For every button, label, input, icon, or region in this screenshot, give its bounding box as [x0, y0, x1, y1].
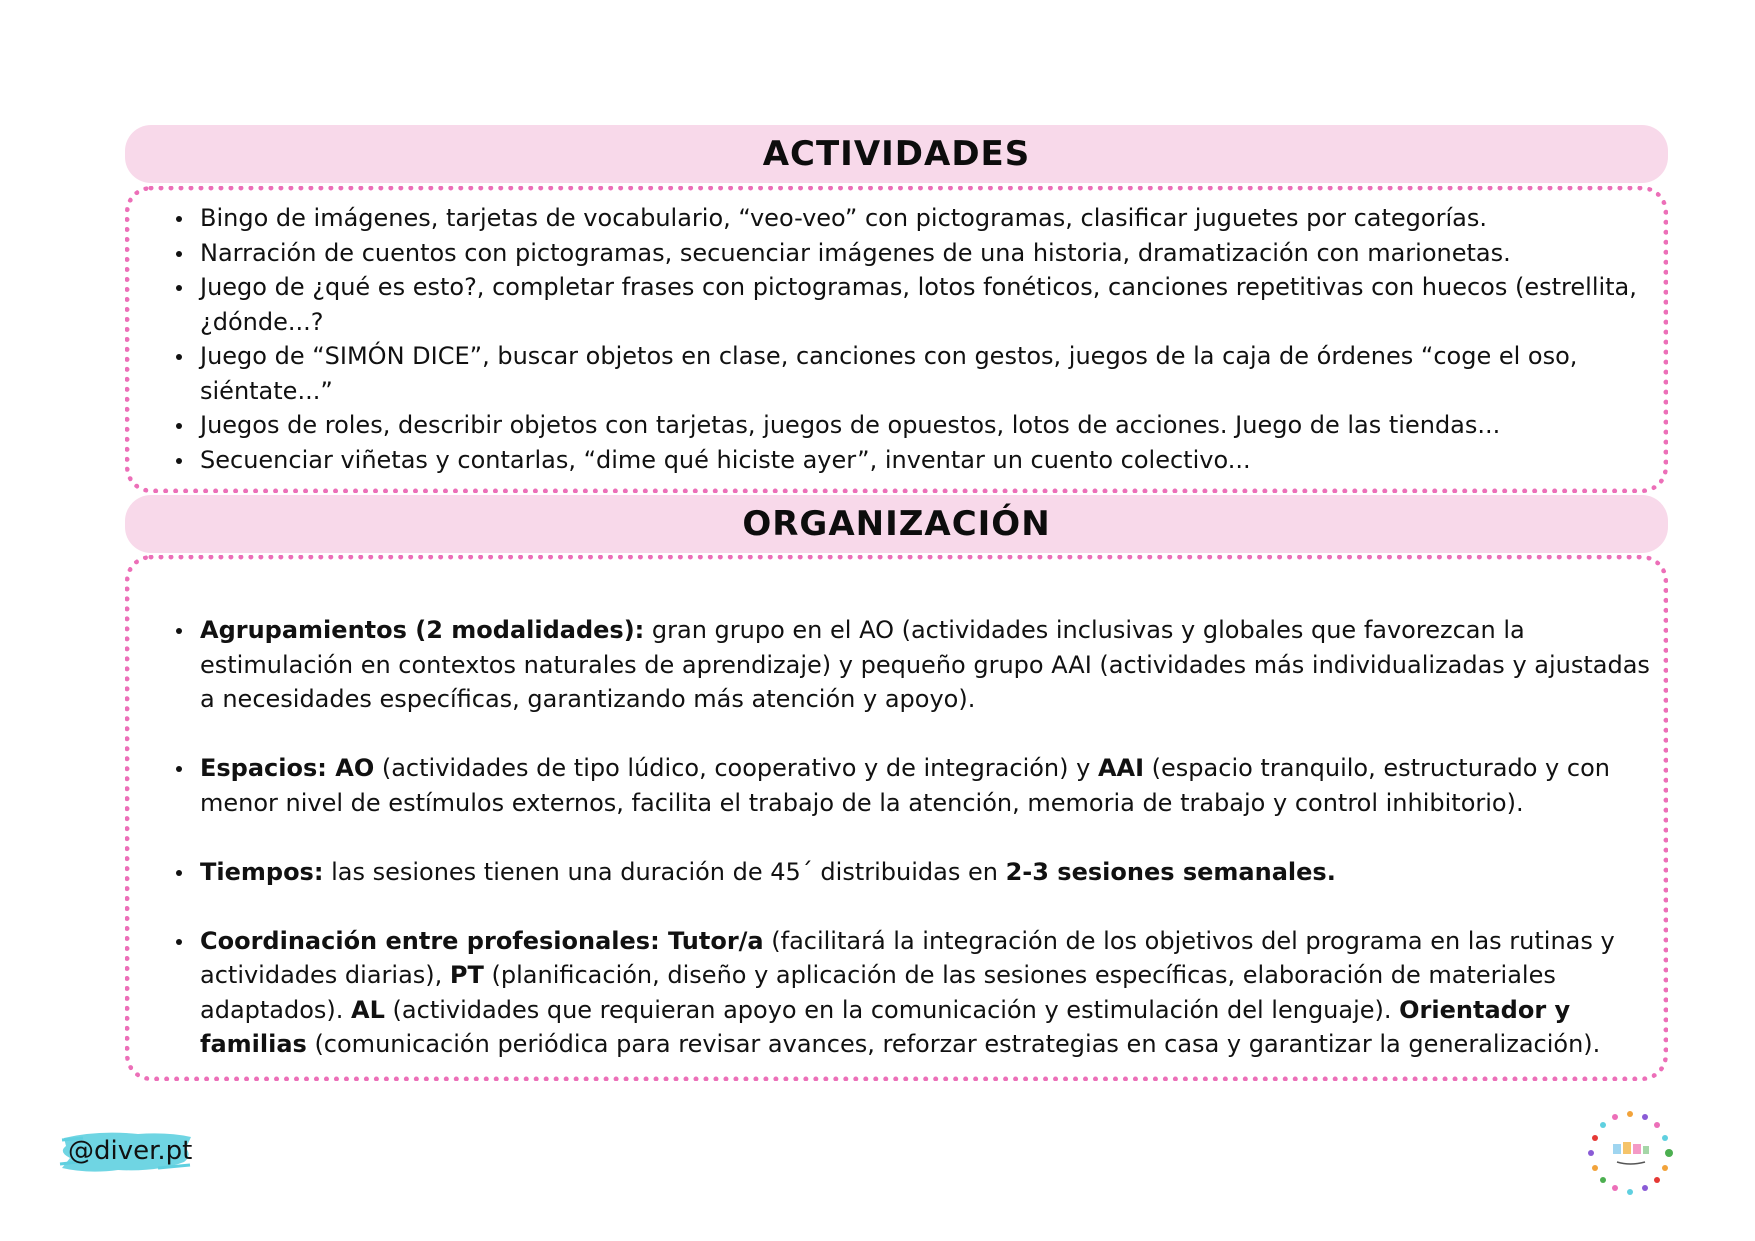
coordinacion-pt: PT: [449, 961, 484, 989]
coordinacion-al: AL: [351, 995, 385, 1024]
list-item: Juegos de roles, describir objetos con tarjetas, juegos de opuestos, lotos de acciones. Juego de las tiendas...: [200, 408, 1643, 443]
espacios-text-2: (espacio tranquilo, estructurado y con menor nivel de estímulos externos, facilita el trabajo de la atención, memoria de trabajo y control inhibitorio).: [200, 754, 1610, 817]
tiempos-label: Tiempos:: [200, 857, 324, 886]
organizacion-title: ORGANIZACIÓN: [742, 504, 1051, 544]
organizacion-box: [125, 555, 1668, 1081]
espacios-label: Espacios:: [200, 754, 327, 782]
list-item: Bingo de imágenes, tarjetas de vocabulario, “veo-veo” con pictogramas, clasificar juguetes por categorías.: [200, 201, 1643, 236]
espacios-item: [200, 751, 1659, 820]
actividades-title: ACTIVIDADES: [762, 134, 1031, 174]
actividades-list: [130, 191, 1663, 477]
agrupamientos-label: Agrupamientos (2 modalidades):: [200, 616, 645, 644]
coordinacion-orientador: Orientador y familias: [200, 995, 1571, 1058]
actividades-header: [125, 125, 1668, 183]
coordinacion-item: [200, 924, 1659, 1062]
organizacion-list: [130, 560, 1663, 1062]
agrupamientos-item: [200, 613, 1659, 717]
organizacion-header: [125, 495, 1668, 553]
list-item: Juego de “SIMÓN DICE”, buscar objetos en clase, canciones con gestos, juegos de la caja de órdenes “coge el oso, siéntate...”: [200, 339, 1643, 408]
coordinacion-text-3: (actividades que requieran apoyo en la comunicación y estimulación del lenguaje).: [384, 995, 1400, 1024]
espacios-aai: AAI: [1097, 754, 1145, 782]
list-item: Secuenciar viñetas y contarlas, “dime qué hiciste ayer”, inventar un cuento colectivo...: [200, 443, 1643, 478]
coordinacion-text-4: (comunicación periódica para revisar avances, reforzar estrategias en casa y garantizar la generalización).: [306, 1030, 1601, 1058]
tiempos-bold: 2-3 sesiones semanales.: [1005, 857, 1336, 886]
handle-tag: [58, 1128, 193, 1176]
handle-text: @diver.pt: [68, 1136, 193, 1166]
tiempos-text: las sesiones tienen una duración de 45´ distribuidas en: [323, 857, 1006, 886]
diver-pt-logo-icon: [1585, 1108, 1675, 1198]
espacios-text-1: (actividades de tipo lúdico, cooperativo y de integración) y: [374, 754, 1098, 782]
agrupamientos-text: gran grupo en el AO (actividades inclusivas y globales que favorezcan la estimulación en contextos naturales de aprendizaje) y pequeño grupo AAI (actividades más individualizadas y ajustadas a necesidades específicas, garantizando más atención y apoyo).: [200, 616, 1650, 713]
espacios-ao: AO: [326, 754, 375, 782]
actividades-box: [125, 186, 1668, 493]
coordinacion-label: Coordinación entre profesionales: Tutor/a: [200, 926, 764, 955]
list-item: Narración de cuentos con pictogramas, secuenciar imágenes de una historia, dramatización con marionetas.: [200, 236, 1643, 271]
tiempos-item: [200, 855, 1659, 890]
list-item: Juego de ¿qué es esto?, completar frases con pictogramas, lotos fonéticos, canciones repetitivas con huecos (estrellita, ¿dónde...?: [200, 270, 1643, 339]
coordinacion-text-1: (facilitará la integración de los objetivos del programa en las rutinas y actividades diarias),: [200, 926, 1615, 989]
coordinacion-text-2: (planificación, diseño y aplicación de las sesiones específicas, elaboración de materiales adaptados).: [200, 961, 1556, 1024]
